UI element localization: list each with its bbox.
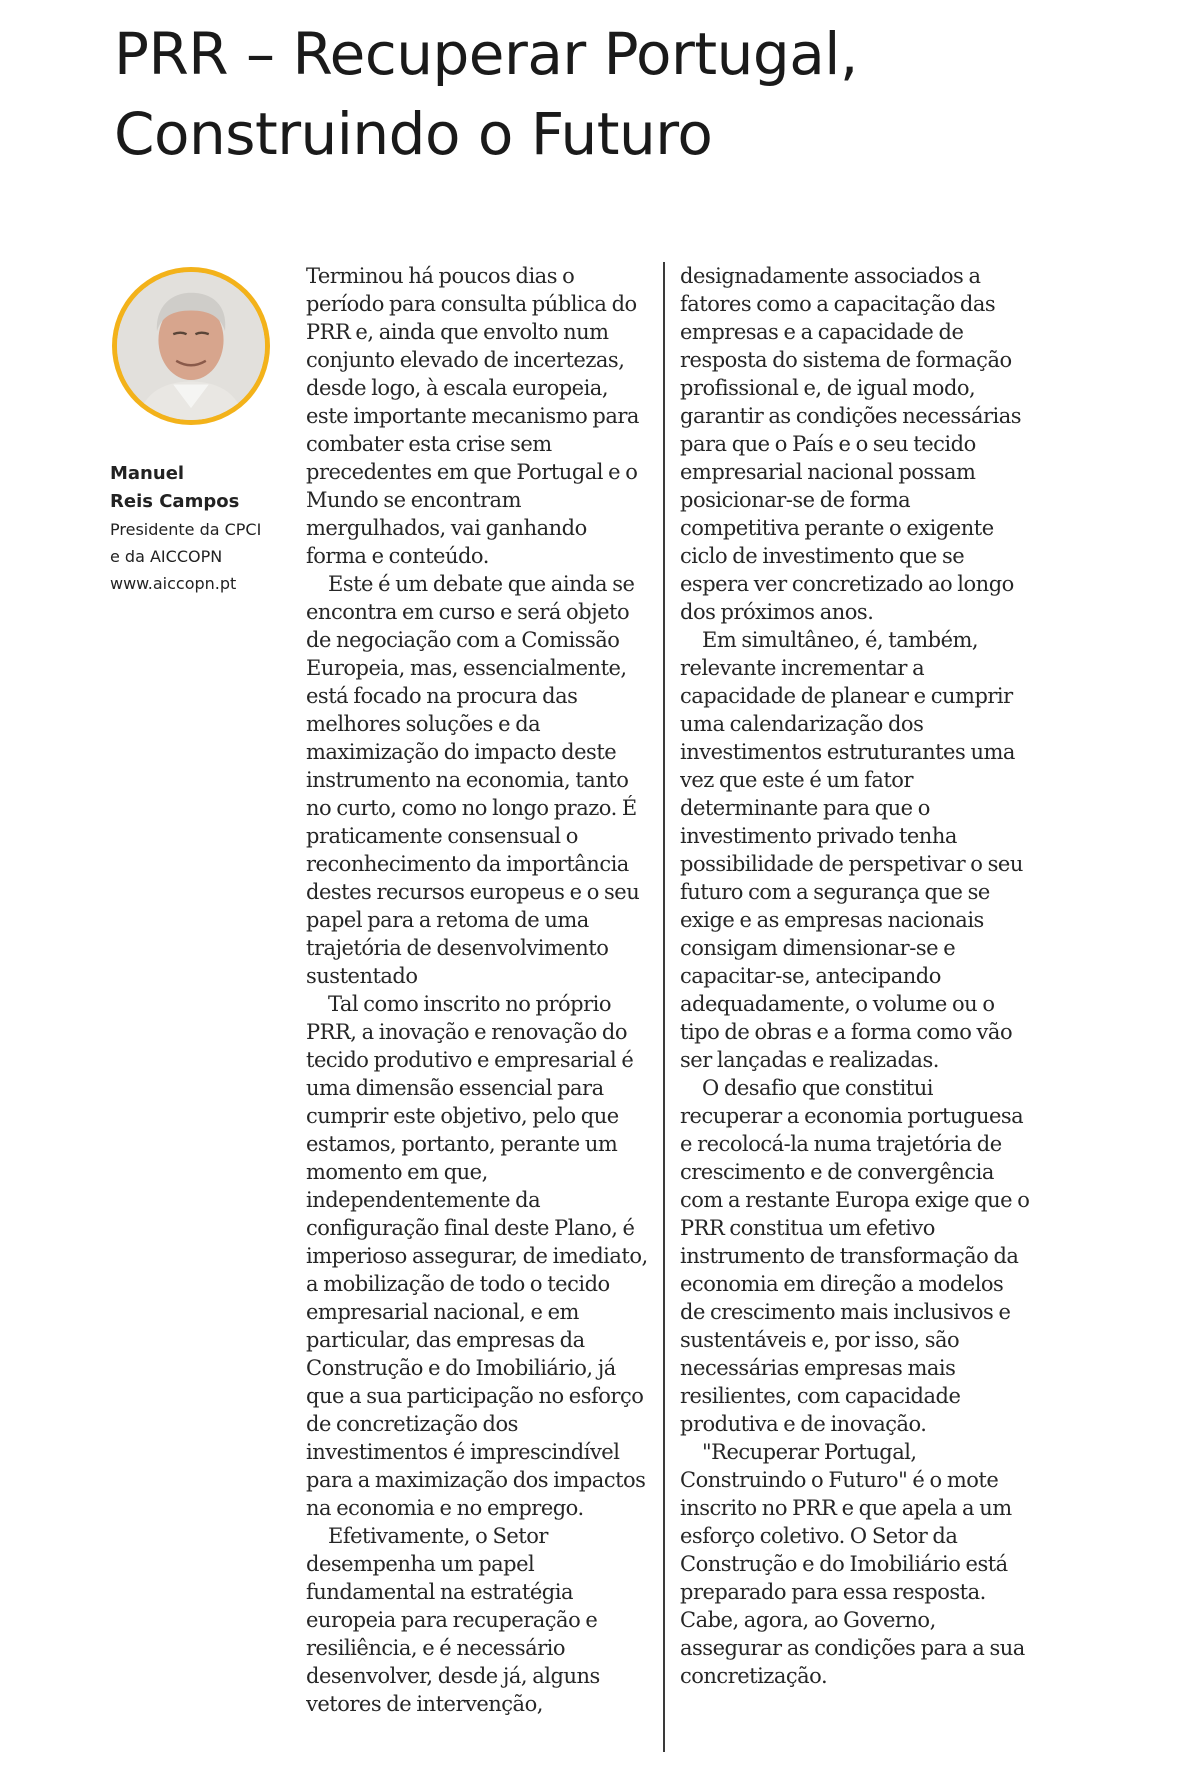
author-name-last: Reis Campos: [110, 491, 240, 512]
author-role-line-2: e da AICCOPN: [110, 547, 223, 566]
author-role-line-1: Presidente da CPCI: [110, 520, 262, 539]
paragraph: Este é um debate que ainda se encontra em curso e será objeto de negociação com a Comissão Europeia, mas, essencialmente, está focado na procura das melhores soluções e da maximização do impacto deste instrumento na economia, tanto no curto, como no longo prazo. É praticamente consensual o reconhecimento da importância destes recursos europeus e o seu papel para a retoma de uma trajetória de desenvolvimento sustentado: [306, 572, 640, 988]
author-portrait-icon: [117, 272, 265, 420]
author-photo: [112, 267, 270, 425]
paragraph: designadamente associados a fatores como a capacitação das empresas e a capacidade de resposta do sistema de formação profissional e, de igual modo, garantir as condições necessárias para que o País e o seu tecido empresarial nacional possam posicionar-se de forma competitiva perante o exigente ciclo de investimento que se espera ver concretizado ao longo dos próximos anos.: [680, 264, 1022, 624]
article-title: [114, 14, 1114, 174]
paragraph: "Recuperar Portugal, Construindo o Futuro" é o mote inscrito no PRR e que apela a um esforço coletivo. O Setor da Construção e do Imobiliário está preparado para essa resposta. Cabe, agora, ao Governo, assegurar as condições para a sua concretização.: [680, 1440, 1025, 1688]
article-column-2: [680, 262, 1032, 1690]
paragraph: O desafio que constitui recuperar a economia portuguesa e recolocá-la numa trajetória de crescimento e de convergência com a restante Europa exige que o PRR constitua um efetivo instrumento de transformação da economia em direção a modelos de crescimento mais inclusivos e sustentáveis e, por isso, são necessárias empresas mais resilientes, com capacidade produtiva e de inovação.: [680, 1076, 1030, 1436]
paragraph: Em simultâneo, é, também, relevante incrementar a capacidade de planear e cumprir uma calendarização dos investimentos estruturantes uma vez que este é um fator determinante para que o investimento privado tenha possibilidade de perspetivar o seu futuro com a segurança que se exige e as empresas nacionais consigam dimensionar-se e capacitar-se, antecipando adequadamente, o volume ou o tipo de obras e a forma como vão ser lançadas e realizadas.: [680, 628, 1023, 1072]
author-name-first: Manuel: [110, 463, 185, 484]
title-line-2: Construindo o Futuro: [114, 100, 713, 168]
paragraph: Terminou há poucos dias o período para consulta pública do PRR e, ainda que envolto num conjunto elevado de incertezas, desde logo, à escala europeia, este importante mecanismo para combater esta crise sem precedentes em que Portugal e o Mundo se encontram mergulhados, vai ganhando forma e conteúdo.: [306, 264, 639, 568]
paragraph: Tal como inscrito no próprio PRR, a inovação e renovação do tecido produtivo e empresarial é uma dimensão essencial para cumprir este objetivo, pelo que estamos, portanto, perante um momento em que, independentemente da configuração final deste Plano, é imperioso assegurar, de imediato, a mobilização de todo o tecido empresarial nacional, e em particular, das empresas da Construção e do Imobiliário, já que a sua participação no esforço de concretização dos investimentos é imprescindível para a maximização dos impactos na economia e no emprego.: [306, 992, 648, 1520]
article-column-1: [306, 262, 650, 1718]
paragraph: Efetivamente, o Setor desempenha um papel fundamental na estratégia europeia para recuperação e resiliência, e é necessário desenvolver, desde já, alguns vetores de intervenção,: [306, 1524, 600, 1716]
author-website-link[interactable]: www.aiccopn.pt: [110, 574, 237, 593]
column-divider: [663, 262, 665, 1752]
title-line-1: PRR – Recuperar Portugal,: [114, 20, 858, 88]
author-info: [110, 460, 285, 597]
